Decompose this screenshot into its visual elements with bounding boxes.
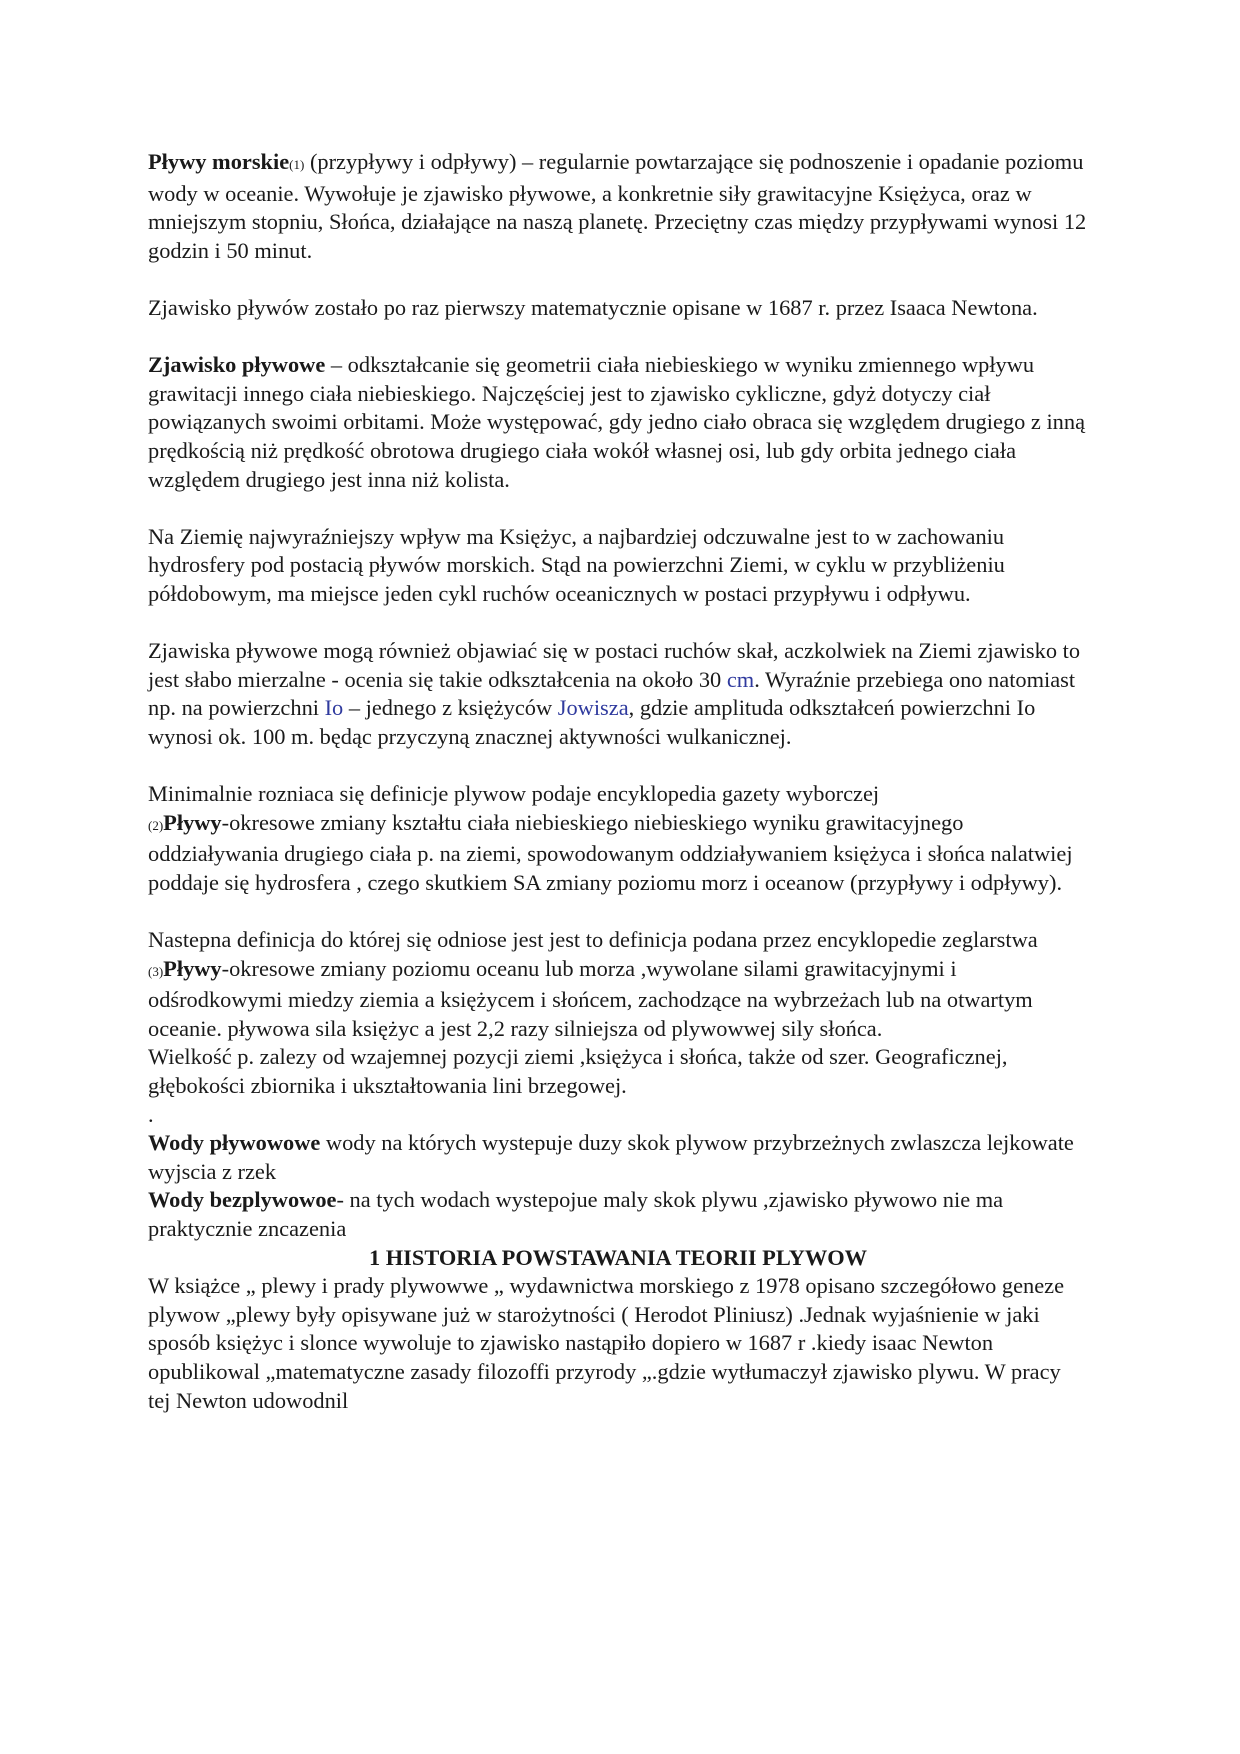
- link-io[interactable]: Io: [324, 695, 344, 721]
- paragraph-text: Zjawiska pływowe mogą również objawiać się w postaci ruchów skał, aczkolwiek na Ziemi zjawisko to jest słabo mierzalne - ocenia się takie odkształcenia na około 30: [148, 638, 1081, 692]
- term-plywy: Pływy: [163, 809, 222, 835]
- paragraph-text: Zjawisko pływów zostało po raz pierwszy matematycznie opisane w 1687 r. przez Isaaca Newtona.: [148, 294, 1038, 320]
- paragraph-text: -okresowe zmiany kształtu ciała niebieskiego niebieskiego wyniku grawitacyjnego oddziaływania drugiego ciała p. na ziemi, spowodowanym oddziaływaniem księżyca i słońca nalatwiej poddaje się hydrosfera , czego skutkiem SA zmiany poziomu morz i oceanow (przypływy i odpływy).: [148, 809, 1073, 895]
- paragraph-moon-influence: [148, 523, 1088, 609]
- link-jowisza[interactable]: Jowisza: [557, 695, 629, 721]
- paragraph-text: – jednego z księżyców: [343, 695, 558, 721]
- paragraph-intro: Minimalnie rozniaca się definicje plywow podaje encyklopedia gazety wyborczej: [148, 781, 880, 807]
- paragraph-text: - na tych wodach wystepojue maly skok plywu ,zjawisko pływowo nie ma praktycznie zncazenia: [148, 1187, 1004, 1241]
- paragraph-text: . Wyraźnie przebiega ono natomiast np. na powierzchni: [148, 666, 1076, 721]
- paragraph-definition-3: [148, 926, 1088, 1043]
- paragraph-text: , gdzie amplituda odkształceń powierzchni Io wynosi ok. 100 m. będąc przyczyną znacznej aktywności wulkanicznej.: [148, 695, 1036, 749]
- paragraph-intro: Nastepna definicja do której się odniose jest jest to definicja podana przez encyklopedie zeglarstwa: [148, 927, 1038, 953]
- footnote-ref-3: (3): [148, 963, 164, 979]
- paragraph-text: Na Ziemię najwyraźniejszy wpływ ma Księżyc, a najbardziej odczuwalne jest to w zachowaniu hydrosfery pod postacią pływów morskich. Stąd na powierzchni Ziemi, w cyklu w przybliżeniu półdobowym, ma miejsce jeden cykl ruchów oceanicznych w postaci przypływu i odpływu.: [148, 523, 1005, 606]
- paragraph-non-tidal-waters: [148, 1186, 1088, 1243]
- footnote-ref-1: (1): [289, 157, 305, 172]
- paragraph-text: -okresowe zmiany poziomu oceanu lub morza ,wywolane silami grawitacyjnymi i odśrodkowymi miedzy ziemia a księżycem i słońcem, zachodzące na wybrzeżach lub na otwartym oceanie. pływowa sila księżyc a jest 2,2 razy silniejsza od plywowwej sily słońca.: [148, 955, 1033, 1041]
- paragraph-text: (przypływy i odpływy) – regularnie powtarzające się podnoszenie i opadanie poziomu wody w oceanie. Wywołuje je zjawisko pływowe, a konkretnie siły grawitacyjne Księżyca, oraz w mniejszym stopniu, Słońca, działające na naszą planetę. Przeciętny czas między przypływami wynosi 12 godzin i 50 minut.: [148, 149, 1087, 263]
- term-wody-plywowowe: Wody pływowowe: [148, 1130, 321, 1156]
- paragraph-definition-2: [148, 780, 1088, 897]
- paragraph-magnitude: [148, 1043, 1088, 1100]
- document-body: [148, 148, 1088, 1415]
- paragraph-tidal-waters: [148, 1129, 1088, 1186]
- paragraph-text: W książce „ plewy i prady plywowwe „ wydawnictwa morskiego z 1978 opisano szczegółowo geneze plywow „plewy były opisywane już w starożytności ( Herodot Pliniusz) .Jednak wyjaśnienie w jaki sposób księżyc i slonce wywoluje to zjawisko nastąpiło dopiero w 1687 r .kiedy isaac Newton opublikowal „matematyczne zasady filozoffi przyrody „.gdzie wytłumaczył zjawisko plywu. W pracy tej Newton udowodnil: [148, 1273, 1065, 1413]
- paragraph-rock-tides: [148, 637, 1088, 751]
- paragraph-newton-history: [148, 294, 1088, 323]
- term-plywy-morskie: Pływy morskie: [148, 149, 290, 174]
- paragraph-tidal-phenomenon: [148, 351, 1088, 494]
- link-cm[interactable]: cm: [726, 666, 755, 692]
- paragraph-text: Wielkość p. zalezy od wzajemnej pozycji ziemi ,księżyca i słońca, także od szer. Geograficznej, głębokości zbiornika i ukształtowania lini brzegowej.: [148, 1044, 1008, 1098]
- paragraph-history: [148, 1272, 1088, 1415]
- stray-dot: .: [148, 1101, 154, 1127]
- footnote-ref-2: (2): [148, 817, 164, 833]
- term-plywy: Pływy: [163, 955, 222, 981]
- paragraph-text: wody na których wystepuje duzy skok plywow przybrzeżnych zwlaszcza lejkowate wyjscia z rzek: [148, 1130, 1074, 1184]
- term-zjawisko-plywowe: Zjawisko pływowe: [148, 352, 326, 378]
- section-heading: 1 HISTORIA POWSTAWANIA TEORII PLYWOW: [368, 1244, 868, 1270]
- term-wody-bezplywowoe: Wody bezplywowoe: [148, 1187, 337, 1213]
- paragraph-text: – odkształcanie się geometrii ciała niebieskiego w wyniku zmiennego wpływu grawitacji innego ciała niebieskiego. Najczęściej jest to zjawisko cykliczne, gdyż dotyczy ciał powiązanych swoimi orbitami. Może występować, gdy jedno ciało obraca się względem drugiego z inną prędkością niż prędkość obrotowa drugiego ciała wokół własnej osi, lub gdy orbita jednego ciała względem drugiego jest inna niż kolista.: [148, 352, 1086, 492]
- paragraph-tides-definition: [148, 148, 1088, 265]
